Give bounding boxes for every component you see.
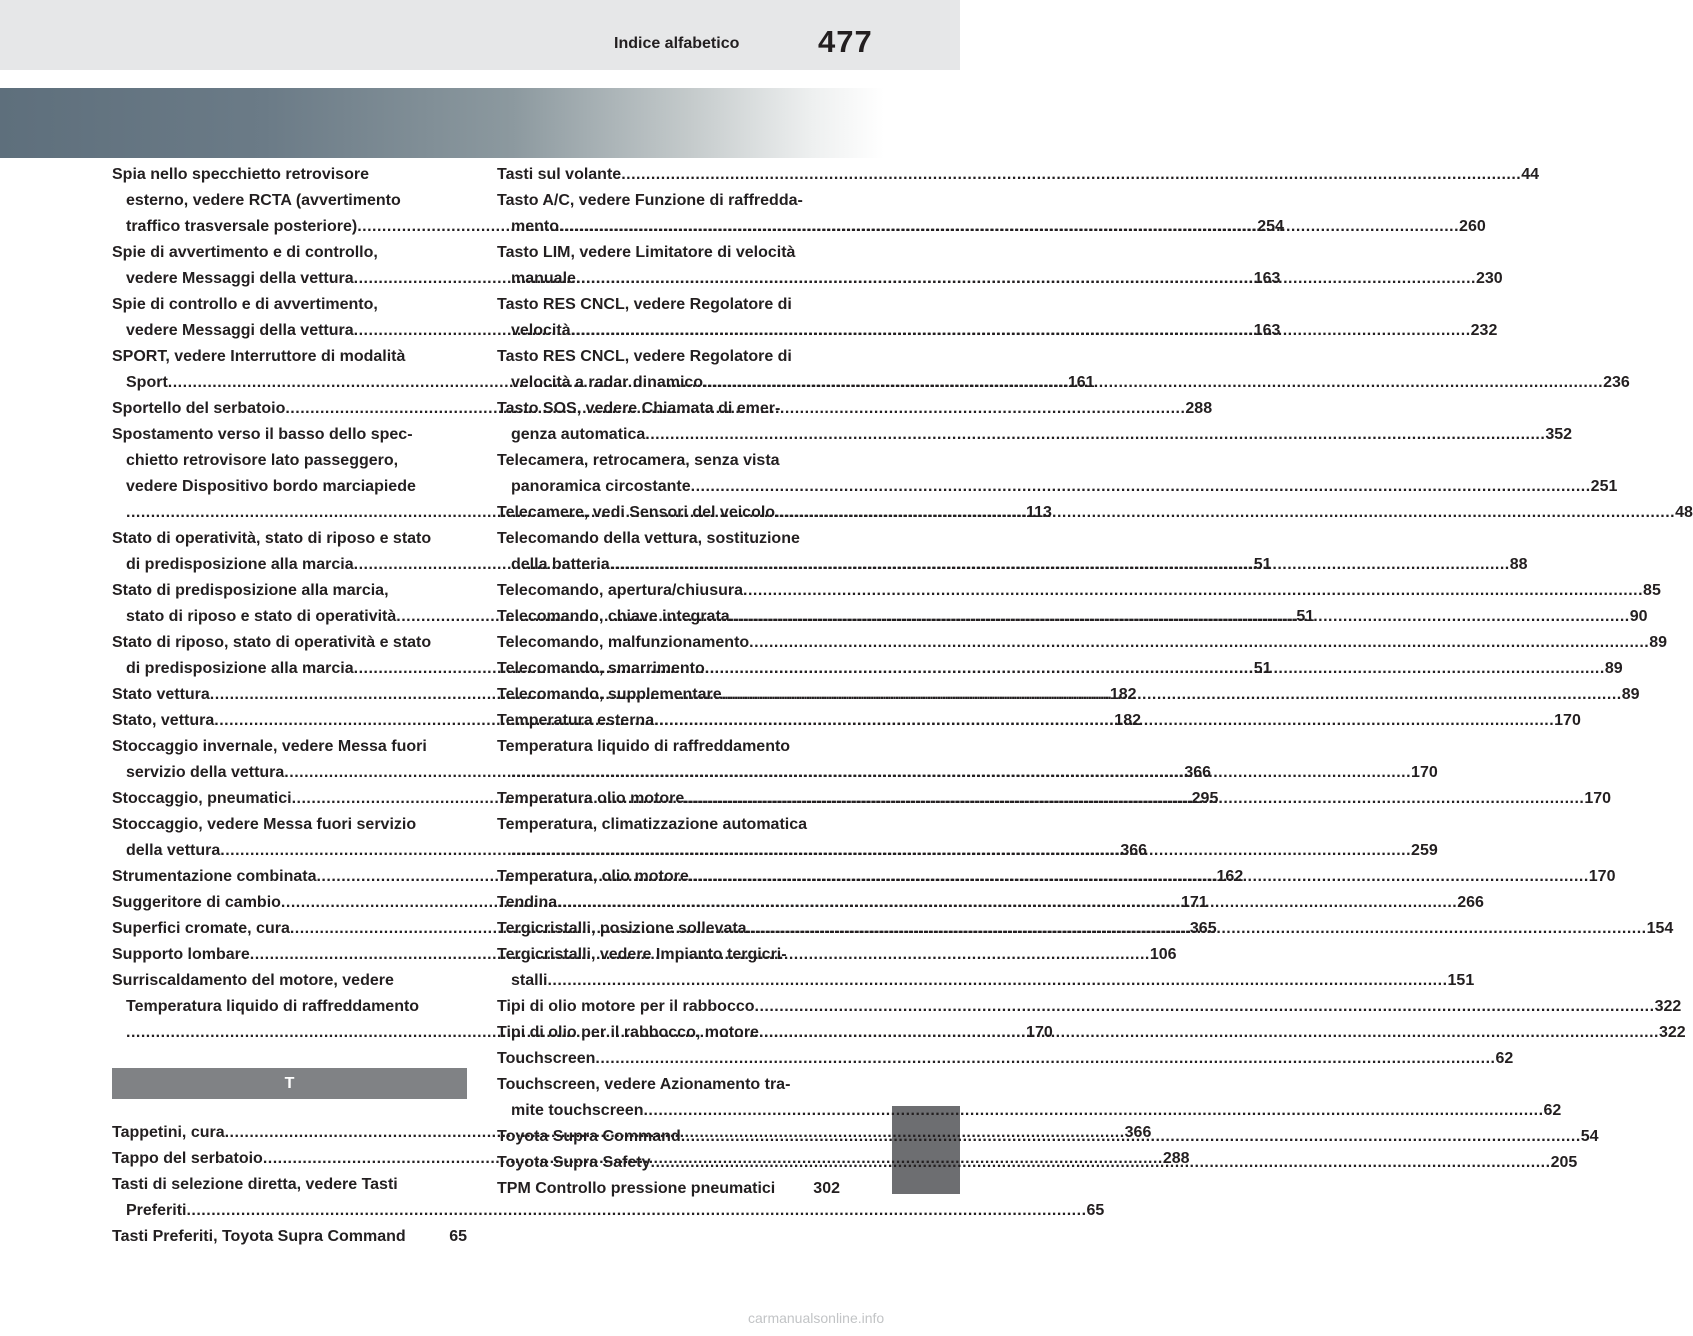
dot-leader	[595, 1046, 1495, 1072]
index-entry-text: Stato di operatività, stato di riposo e stato	[112, 530, 432, 547]
index-entry-text: velocità a radar dinamico	[511, 374, 704, 391]
index-entry-text: Tasto A/C, vedere Funzione di raffredda-	[497, 192, 803, 209]
index-entry-text: Temperatura, olio motore	[497, 868, 689, 885]
index-page-number: 62	[1495, 1050, 1514, 1067]
index-page-number: 322	[1654, 998, 1682, 1015]
index-page-number: 266	[1457, 894, 1484, 911]
index-page-number: 51	[1253, 556, 1272, 573]
index-entry-text: Telecamere, vedi Sensori del veicolo	[497, 504, 776, 521]
index-entry-text: Spie di avvertimento e di controllo,	[112, 244, 378, 261]
index-entry-text: della batteria	[511, 556, 610, 573]
index-entry-text: Tasto SOS, vedere Chiamata di emer-	[497, 400, 781, 417]
dot-leader	[576, 270, 1476, 287]
index-entry-text: SPORT, vedere Interruttore di modalità	[112, 348, 406, 365]
dot-leader	[547, 972, 1447, 989]
dot-leader	[559, 218, 1459, 235]
index-page-number: 163	[1253, 270, 1281, 287]
index-entry-text: Tasto RES CNCL, vedere Regolatore di	[497, 348, 792, 365]
index-page-number: 154	[1646, 920, 1674, 937]
index-entry-text: Tasto LIM, vedere Limitatore di velocità	[497, 244, 796, 261]
index-page-number: 366	[1184, 764, 1212, 781]
index-entry-text: Tergicristalli, posizione sollevata	[497, 920, 747, 937]
index-page-number: 259	[1411, 842, 1438, 859]
index-entry-text: Tasti Preferiti, Toyota Supra Command	[112, 1228, 406, 1245]
index-page-number: 170	[1026, 1024, 1053, 1041]
dot-leader	[691, 478, 1591, 495]
dot-leader	[645, 426, 1545, 443]
index-page-number: 170	[1554, 712, 1581, 729]
index-entry-text: Temperatura, climatizzazione automatica	[497, 816, 808, 833]
index-page-number: 48	[1675, 504, 1693, 521]
section-header-t: T	[112, 1068, 467, 1099]
index-entry	[497, 448, 1618, 500]
index-page-number: 366	[1124, 1124, 1152, 1141]
index-entry-text: Spostamento verso il basso dello spec-	[112, 426, 413, 443]
index-page-number: 161	[1067, 374, 1095, 391]
index-page-number: 322	[1659, 1024, 1686, 1041]
index-entry-text: Superfici cromate, cura	[112, 920, 290, 937]
index-entry-text: Telecomando, supplementare	[497, 686, 722, 703]
index-entry-text: chietto retrovisore lato passeggero,	[126, 452, 399, 469]
dot-leader	[703, 374, 1603, 391]
index-entry-text: Tasto RES CNCL, vedere Regolatore di	[497, 296, 792, 313]
dot-leader	[557, 890, 1457, 916]
dot-leader	[186, 1202, 1086, 1219]
index-entry	[497, 578, 1661, 604]
index-page-number: 162	[1216, 868, 1244, 885]
dot-leader	[743, 578, 1643, 604]
index-page-number: 44	[1521, 166, 1540, 183]
page-header-title: Indice alfabetico	[614, 35, 740, 52]
dot-leader	[511, 764, 1411, 781]
index-entry-text: vedere Dispositivo bordo marciapiede	[126, 478, 416, 495]
index-entry-text: stato di riposo e stato di operatività	[126, 608, 397, 625]
index-entry-text: Tipi di olio per il rabbocco, motore	[497, 1024, 759, 1041]
header-band	[0, 0, 960, 70]
index-entry-text: Telecomando della vettura, sostituzione	[497, 530, 800, 547]
index-entry-text: servizio della vettura	[126, 764, 285, 781]
index-entry-text: vedere Messaggi della vettura	[126, 270, 354, 287]
index-entry-text: stalli	[511, 972, 548, 989]
index-entry-text: Tasti sul volante	[497, 166, 622, 183]
index-page-number: 288	[1185, 400, 1213, 417]
index-entry-text: Tasti di selezione diretta, vedere Tasti	[112, 1176, 398, 1193]
index-entry-text: Strumentazione combinata	[112, 868, 317, 885]
index-page-number: 251	[1590, 478, 1618, 495]
index-page-number: 232	[1470, 322, 1498, 339]
index-page-number: 54	[1580, 1128, 1599, 1145]
index-entry-text: Supporto lombare	[112, 946, 250, 963]
index-entry-text: traffico trasversale posteriore)	[126, 218, 358, 235]
index-entry-text: panoramica circostante	[511, 478, 691, 495]
index-entry-text: Stato, vettura	[112, 712, 215, 729]
dot-leader	[651, 1150, 1551, 1176]
dot-leader	[681, 1124, 1581, 1150]
index-page-number: 366	[1120, 842, 1148, 859]
dot-leader	[654, 708, 1554, 734]
index-entry-text: Telecomando, apertura/chiusura	[497, 582, 743, 599]
index-page-number: 302	[813, 1180, 840, 1197]
index-page-number: 106	[1149, 946, 1177, 963]
page-number: 477	[818, 24, 873, 59]
index-entry-text: mento	[511, 218, 559, 235]
index-entry-text: Telecamera, retrocamera, senza vista	[497, 452, 780, 469]
index-entry-text: Temperatura liquido di raffreddamento	[126, 998, 420, 1015]
index-page-number: 89	[1649, 634, 1668, 651]
dot-leader	[643, 1102, 1543, 1119]
index-entry	[497, 1046, 1514, 1072]
dot-leader	[511, 842, 1411, 859]
index-entry-text: genza automatica	[511, 426, 646, 443]
index-page-number: 171	[1180, 894, 1208, 911]
index-entry-text: Tendina	[497, 894, 558, 911]
index-page-number: 151	[1447, 972, 1475, 989]
watermark: carmanualsonline.info	[748, 1310, 885, 1326]
index-entry-text: Sportello del serbatoio	[112, 400, 286, 417]
dot-leader	[684, 786, 1584, 812]
index-page-number: 163	[1253, 322, 1281, 339]
index-entry-text: Surriscaldamento del motore, vedere	[112, 972, 394, 989]
index-entry-text: Toyota Supra Safety	[497, 1154, 651, 1171]
dot-leader	[759, 1020, 1659, 1046]
index-page-number: 352	[1545, 426, 1573, 443]
index-entry-text: Stoccaggio, pneumatici	[112, 790, 292, 807]
index-entry-text: Touchscreen	[497, 1050, 596, 1067]
index-entry-text: Tergicristalli, vedere Impianto tergicri-	[497, 946, 787, 963]
index-entry	[497, 994, 1682, 1020]
index-page-number: 260	[1459, 218, 1486, 235]
index-entry	[497, 162, 1540, 188]
index-entry	[497, 1072, 1562, 1124]
index-page-number: 295	[1191, 790, 1219, 807]
index-page-number: 51	[1296, 608, 1315, 625]
index-page-number: 288	[1162, 1150, 1190, 1167]
index-entry-text: Temperatura esterna	[497, 712, 655, 729]
index-page-number: 365	[1189, 920, 1217, 937]
index-page-number: 254	[1257, 218, 1284, 235]
index-entry-text: Tappetini, cura	[112, 1124, 225, 1141]
dot-leader	[571, 322, 1471, 339]
index-entry-text: Stato vettura	[112, 686, 210, 703]
dot-leader	[755, 994, 1655, 1020]
dot-leader	[610, 556, 1510, 573]
index-page-number: 113	[1026, 504, 1052, 521]
index-page-number: 182	[1114, 712, 1141, 729]
index-entry	[497, 630, 1668, 656]
dot-leader	[747, 916, 1647, 942]
index-entry-text: Telecomando, chiave integrata	[497, 608, 730, 625]
dot-leader	[705, 656, 1605, 682]
index-entry-text: TPM Controllo pressione pneumatici	[497, 1180, 776, 1197]
index-entry-text: Spie di controllo e di avvertimento,	[112, 296, 378, 313]
index-entry-text: Telecomando, malfunzionamento	[497, 634, 750, 651]
index-page-number: 230	[1475, 270, 1503, 287]
dot-leader	[689, 864, 1589, 890]
index-page-number: 89	[1621, 686, 1640, 703]
dot-leader	[730, 604, 1630, 630]
index-entry-text: della vettura	[126, 842, 221, 859]
index-entry-text: Stato di riposo, stato di operatività e stato	[112, 634, 432, 651]
index-entry-text: Touchscreen, vedere Azionamento tra-	[497, 1076, 791, 1093]
index-page-number: 62	[1543, 1102, 1562, 1119]
index-entry-text: Toyota Supra Command	[497, 1128, 681, 1145]
index-page-number: 85	[1643, 582, 1661, 599]
index-page-number: 88	[1509, 556, 1528, 573]
index-entry-text: Preferiti	[126, 1202, 187, 1219]
index-page-number: 170	[1588, 868, 1616, 885]
index-entry	[112, 1224, 467, 1250]
index-entry-text: Telecomando, smarrimento	[497, 660, 705, 677]
index-entry	[497, 1176, 840, 1202]
index-entry-text: Suggeritore di cambio	[112, 894, 281, 911]
index-entry-text: Tipi di olio motore per il rabbocco	[497, 998, 755, 1015]
dot-leader	[775, 500, 1675, 526]
index-entry-text: manuale	[511, 270, 576, 287]
index-entry-text: di predisposizione alla marcia	[126, 556, 354, 573]
dot-leader	[749, 630, 1649, 656]
index-entry-text: esterno, vedere RCTA (avvertimento	[126, 192, 401, 209]
index-entry-text: Spia nello specchietto retrovisore	[112, 166, 369, 183]
dot-leader	[621, 162, 1521, 188]
index-entry-text: vedere Messaggi della vettura	[126, 322, 354, 339]
index-entry-text: Stoccaggio invernale, vedere Messa fuori	[112, 738, 427, 755]
index-entry-text: Tappo del serbatoio	[112, 1150, 263, 1167]
header-banner	[0, 88, 884, 158]
index-page-number: 205	[1550, 1154, 1578, 1171]
index-entry-text: Temperatura liquido di raffreddamento	[497, 738, 791, 755]
index-entry-text: Stoccaggio, vedere Messa fuori servizio	[112, 816, 417, 833]
index-page-number: 182	[1109, 686, 1137, 703]
index-entry-text: mite touchscreen	[511, 1102, 644, 1119]
index-page-number: 236	[1603, 374, 1630, 391]
index-page-number: 65	[449, 1228, 467, 1245]
index-page-number: 90	[1629, 608, 1648, 625]
index-entry-text: Temperatura olio motore	[497, 790, 685, 807]
index-page-number: 170	[1411, 764, 1438, 781]
dot-leader	[722, 682, 1622, 708]
index-page-number: 89	[1604, 660, 1623, 677]
index-page-number: 170	[1584, 790, 1612, 807]
index-entry-text: velocità	[511, 322, 571, 339]
index-page-number: 65	[1086, 1202, 1105, 1219]
index-entry-text: di predisposizione alla marcia	[126, 660, 354, 677]
index-entry-text: Stato di predisposizione alla marcia,	[112, 582, 389, 599]
index-page-number: 51	[1253, 660, 1272, 677]
index-entry-text: Sport	[126, 374, 168, 391]
